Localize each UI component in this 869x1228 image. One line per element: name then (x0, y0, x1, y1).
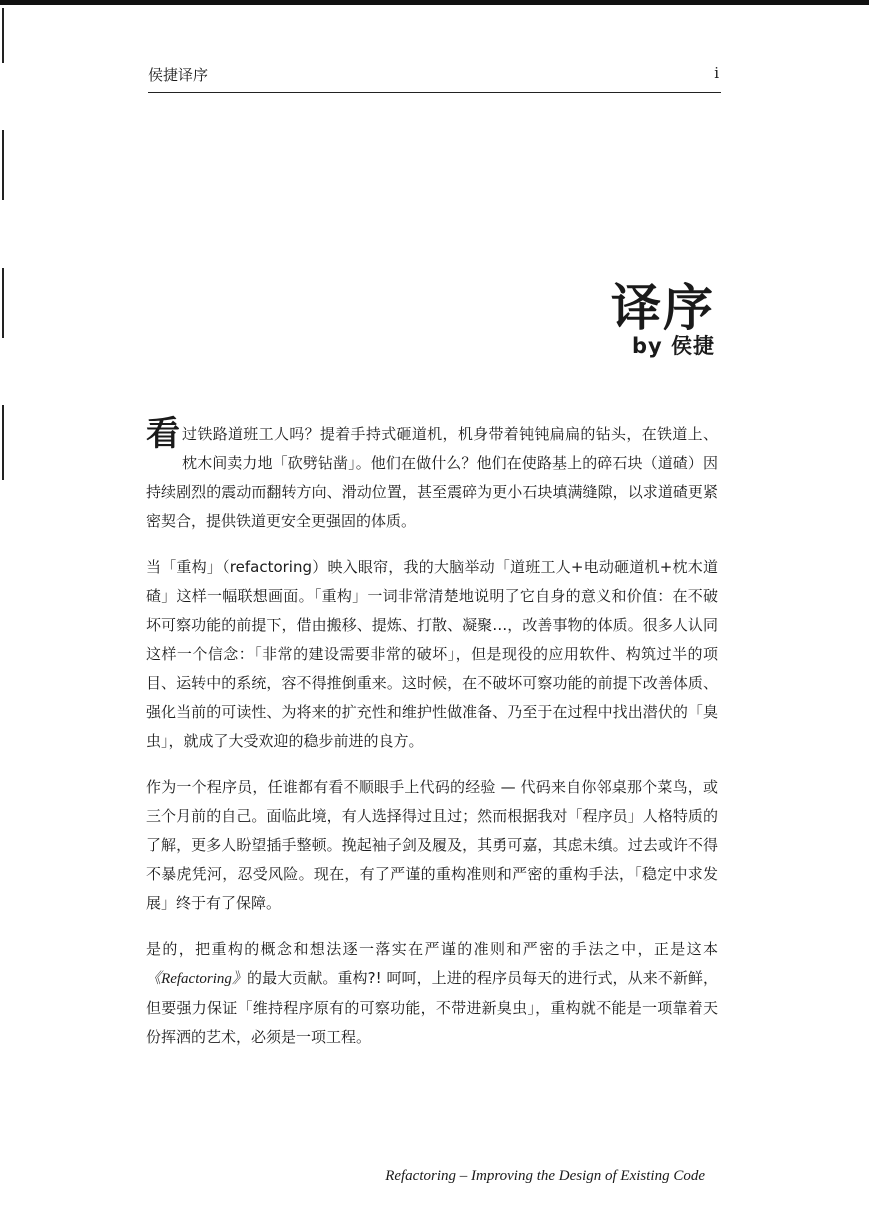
scan-edge-mark (2, 405, 4, 480)
scan-edge-mark (2, 268, 4, 338)
running-footer: Refactoring – Improving the Design of Existing Code (385, 1168, 705, 1184)
chapter-byline: by 侯捷 (631, 334, 715, 358)
chapter-title: 译序 (611, 279, 715, 337)
running-header-title: 侯捷译序 (148, 66, 209, 84)
paragraph-4 (146, 935, 718, 1052)
scan-edge-mark (2, 130, 4, 200)
scan-edge-mark (2, 8, 4, 63)
paragraph-1 (146, 414, 718, 536)
paragraph-3: 作为一个程序员，任谁都有看不顺眼手上代码的经验 — 代码来自你邻桌那个菜鸟，或三个月前的自己。面临此境，有人选择得过且过；然而根据我对「程序员」人格特质的了解，更多人盼望插手整顿。挽起袖子剑及履及，其勇可嘉，其虑未缜。过去或许不得不暴虎凭河，忍受风险。现在，有了严谨的重构准则和严密的重构手法，「稳定中求发展」终于有了保障。 (146, 778, 718, 912)
drop-cap: 看 (146, 414, 180, 454)
running-header (148, 62, 721, 93)
book-title: 《Refactoring》 (146, 971, 248, 987)
paragraph-4-text-a: 是的，把重构的概念和想法逐一落实在严谨的准则和严密的手法之中，正是这本 (146, 940, 718, 958)
scan-top-border (0, 0, 869, 5)
paragraph-1-text: 过铁路道班工人吗？提着手持式砸道机，机身带着钝钝扁扁的钻头，在铁道上、枕木间卖力地「砍劈钻凿」。他们在做什么？他们在使路基上的碎石块（道碴）因持续剧烈的震动而翻转方向、滑动位置，甚至震碎为更小石块填满缝隙，以求道碴更紧密契合，提供铁道更安全更强固的体质。 (146, 425, 718, 530)
paragraph-2: 当「重构」（refactoring）映入眼帘，我的大脑举动「道班工人+电动砸道机+枕木道碴」这样一幅联想画面。「重构」一词非常清楚地说明了它自身的意义和价值：在不破坏可察功能的前提下，借由搬移、提炼、打散、凝聚…，改善事物的体质。很多人认同这样一个信念：「非常的建设需要非常的破坏」，但是现役的应用软件、构筑过半的项目、运转中的系统，容不得推倒重来。这时候，在不破坏可察功能的前提下改善体质、强化当前的可读性、为将来的扩充性和维护性做准备、乃至于在过程中找出潜伏的「臭虫」，就成了大受欢迎的稳步前进的良方。 (146, 558, 718, 750)
page-number: i (714, 64, 719, 82)
body-text (146, 414, 718, 1069)
paragraph-4-text-b: 的最大贡献。重构?! 呵呵，上进的程序员每天的进行式，从来不新鲜，但要强力保证「维持程序原有的可察功能，不带进新臭虫」，重构就不能是一项靠着天份挥洒的艺术，必须是一项工程。 (146, 969, 718, 1046)
